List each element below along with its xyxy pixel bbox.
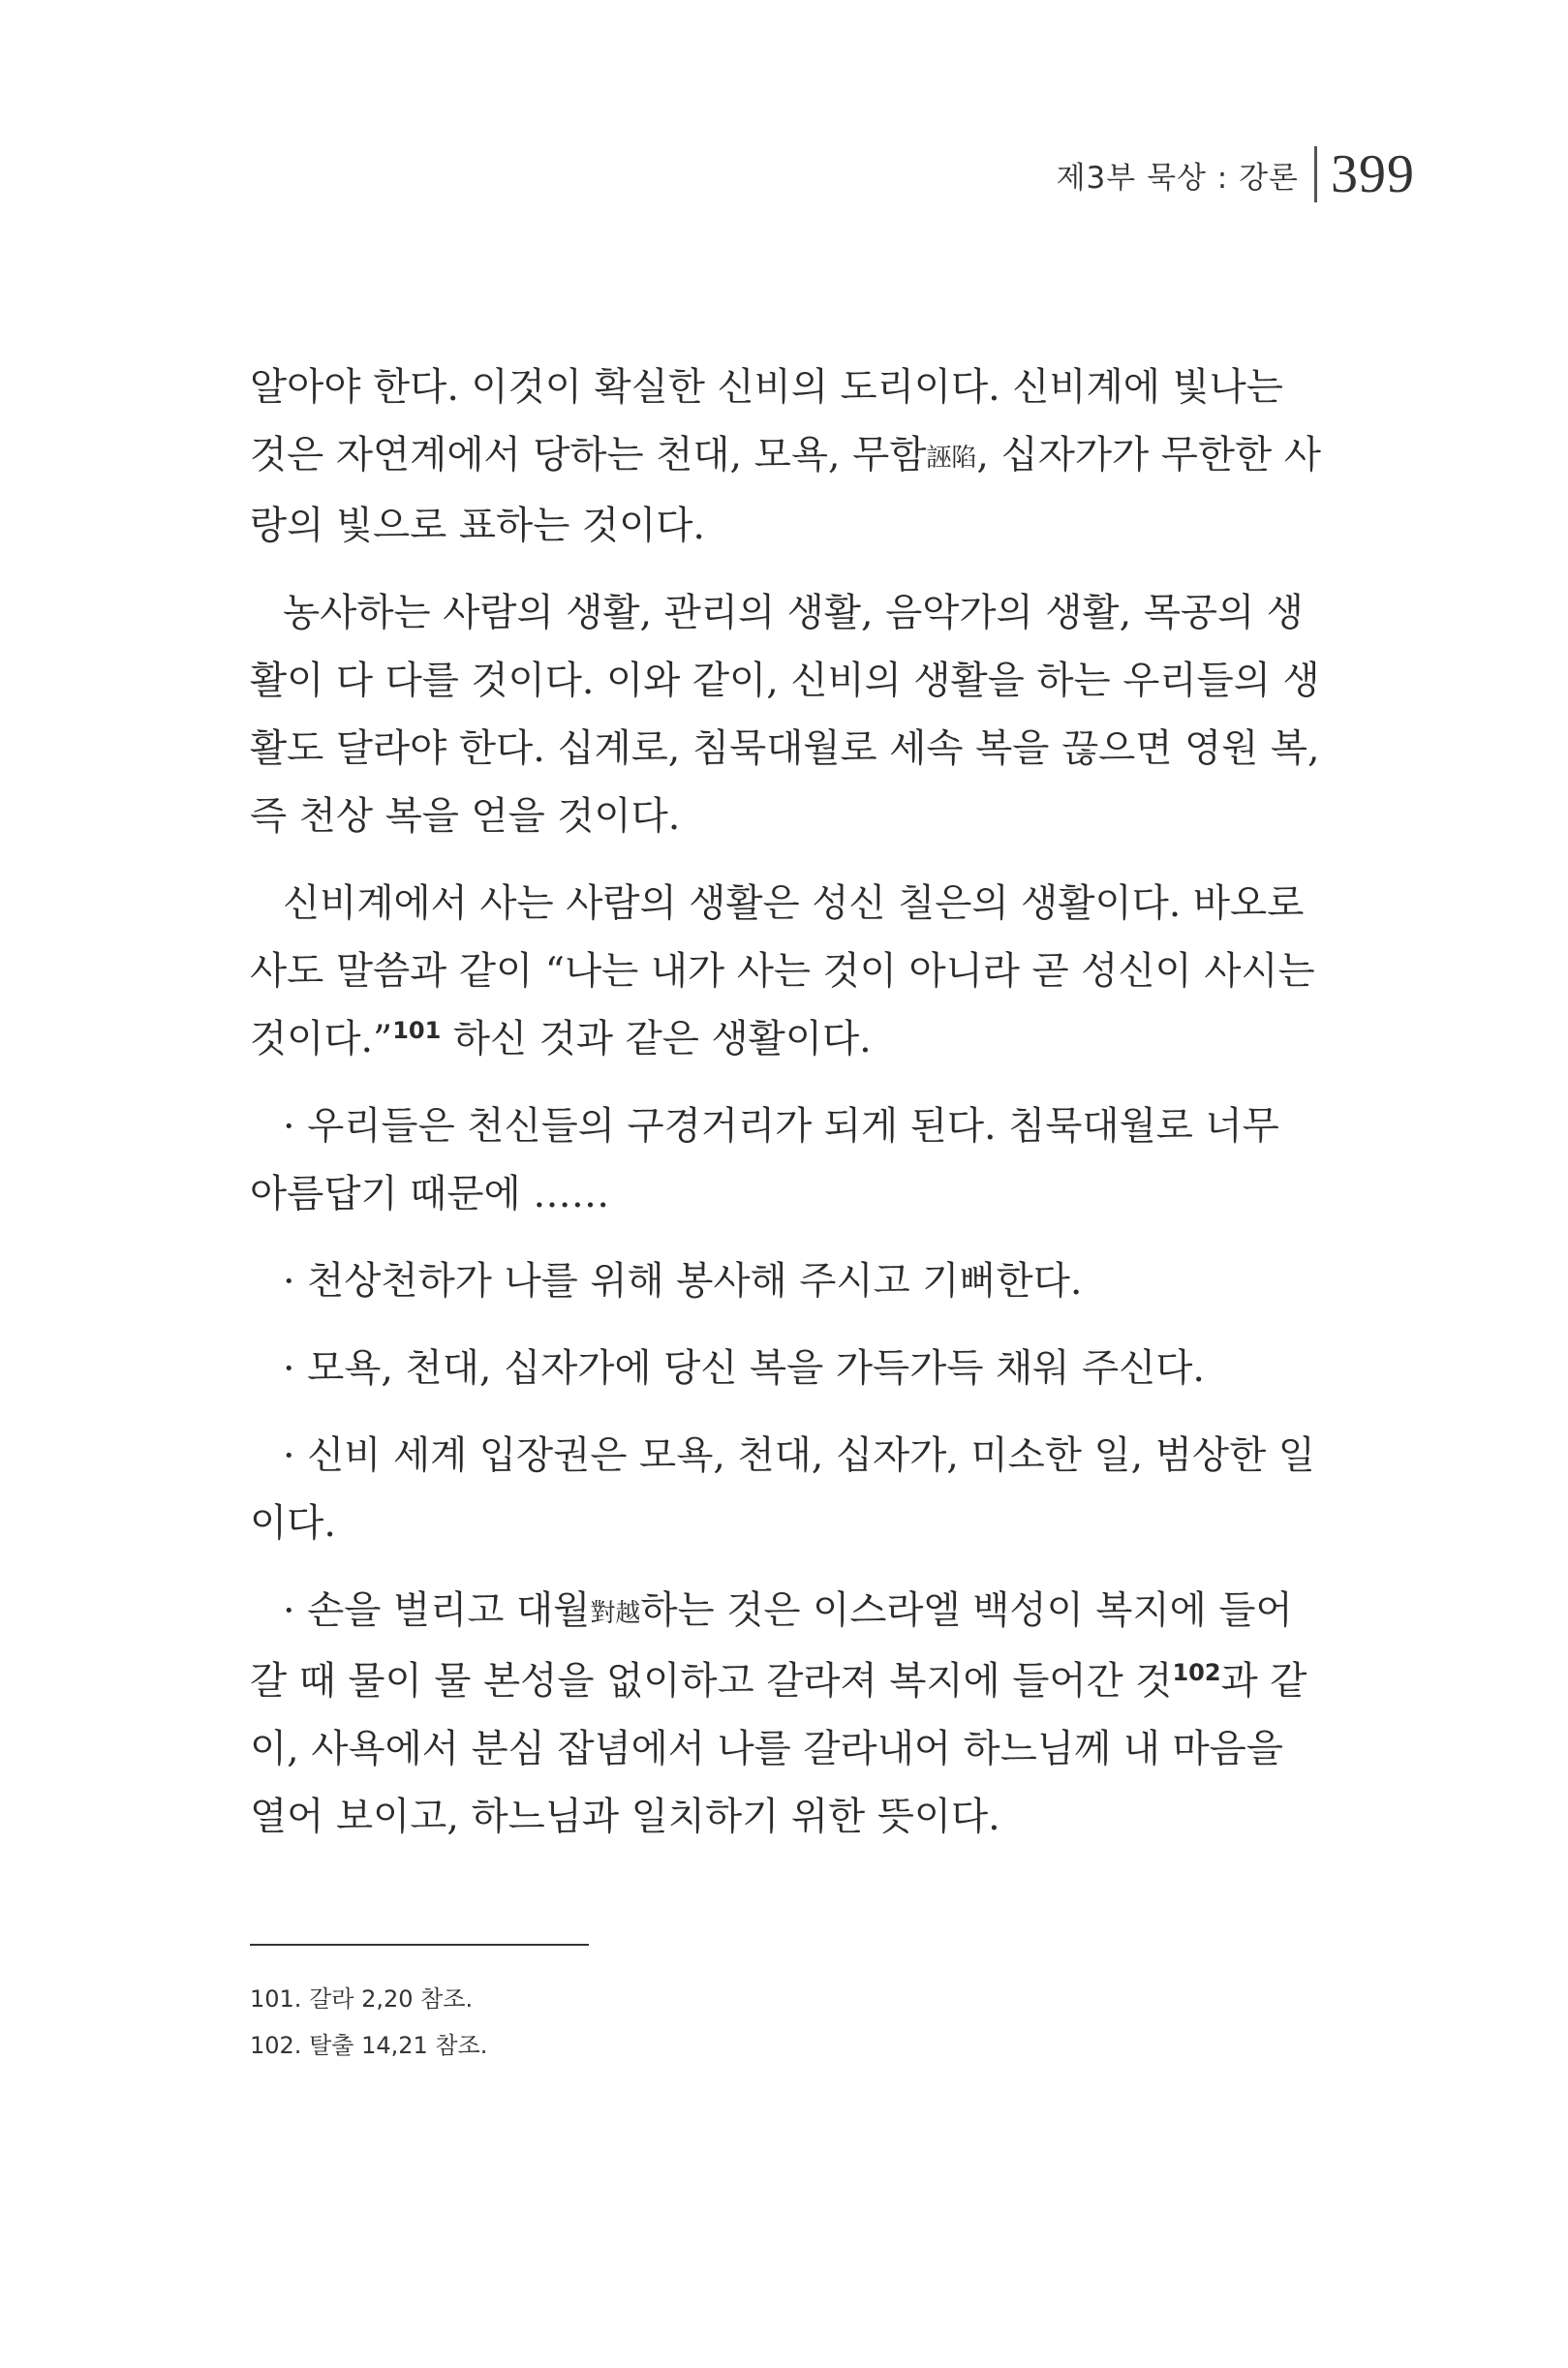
paragraph-1 xyxy=(250,354,1325,560)
bullet-5-mid: 하는 것은 이스라엘 백성이 복지에 들어갈 때 물이 물 본성을 없이하고 갈라져 복지에 들어간 것 xyxy=(250,1588,1293,1704)
running-header xyxy=(1057,143,1415,205)
header-divider xyxy=(1314,146,1317,202)
bullet-5-text: · 손을 벌리고 대월 xyxy=(283,1588,591,1633)
footnote-101: 101. 갈라 2,20 참조. xyxy=(250,1985,474,2013)
bullet-5-end: 과 같이, 사욕에서 분심 잡념에서 나를 갈라내어 하느님께 내 마음을 열어 보이고, 하느님과 일치하기 위한 뜻이다. xyxy=(250,1659,1307,1839)
running-title: 제3부 묵상 : 강론 xyxy=(1056,160,1299,196)
footnote-102: 102. 탈출 14,21 참조. xyxy=(250,2032,488,2059)
paragraph-2: 농사하는 사람의 생활, 관리의 생활, 음악가의 생활, 목공의 생활이 다 다를 것이다. 이와 같이, 신비의 생활을 하는 우리들의 생활도 달라야 한다. 십계로, 침묵대월로 세속 복을 끊으면 영원 복, 즉 천상 복을 얻을 것이다. xyxy=(250,591,1320,839)
bullet-1: · 우리들은 천신들의 구경거리가 되게 된다. 침묵대월로 너무 아름답기 때문에 …… xyxy=(250,1104,1279,1216)
page-number: 399 xyxy=(1331,144,1415,204)
bullet-4: · 신비 세계 입장권은 모욕, 천대, 십자가, 미소한 일, 범상한 일이다. xyxy=(250,1433,1315,1546)
hanja-annotation: 對越 xyxy=(590,1599,641,1628)
paragraph-1-end: , 십자가가 무한한 사랑의 빛으로 표하는 것이다. xyxy=(250,433,1321,548)
bullet-5 xyxy=(250,1577,1325,1851)
paragraph-3 xyxy=(250,870,1325,1073)
paragraph-1-text: 알아야 한다. 이것이 확실한 신비의 도리이다. 신비계에 빛나는 것은 자연계에서 당하는 천대, 모욕, 무함 xyxy=(250,365,1283,477)
footnote-ref-102: 102 xyxy=(1172,1659,1221,1686)
paragraph-3-text: 신비계에서 사는 사람의 생활은 성신 칠은의 생활이다. 바오로 사도 말씀과 같이 “나는 내가 사는 것이 아니라 곧 성신이 사시는 것이다.” xyxy=(250,881,1315,1061)
footnote-divider xyxy=(250,1944,589,1946)
bullet-3: · 모욕, 천대, 십자가에 당신 복을 가득가득 채워 주신다. xyxy=(283,1346,1205,1391)
footnote-ref-101: 101 xyxy=(392,1017,442,1044)
bullet-2: · 천상천하가 나를 위해 봉사해 주시고 기뻐한다. xyxy=(283,1259,1083,1304)
footnotes xyxy=(250,1976,487,2069)
hanja-annotation: 誣陷 xyxy=(926,444,977,473)
body-text xyxy=(250,354,1325,1870)
paragraph-3-end: 하신 것과 같은 생활이다. xyxy=(441,1017,872,1061)
